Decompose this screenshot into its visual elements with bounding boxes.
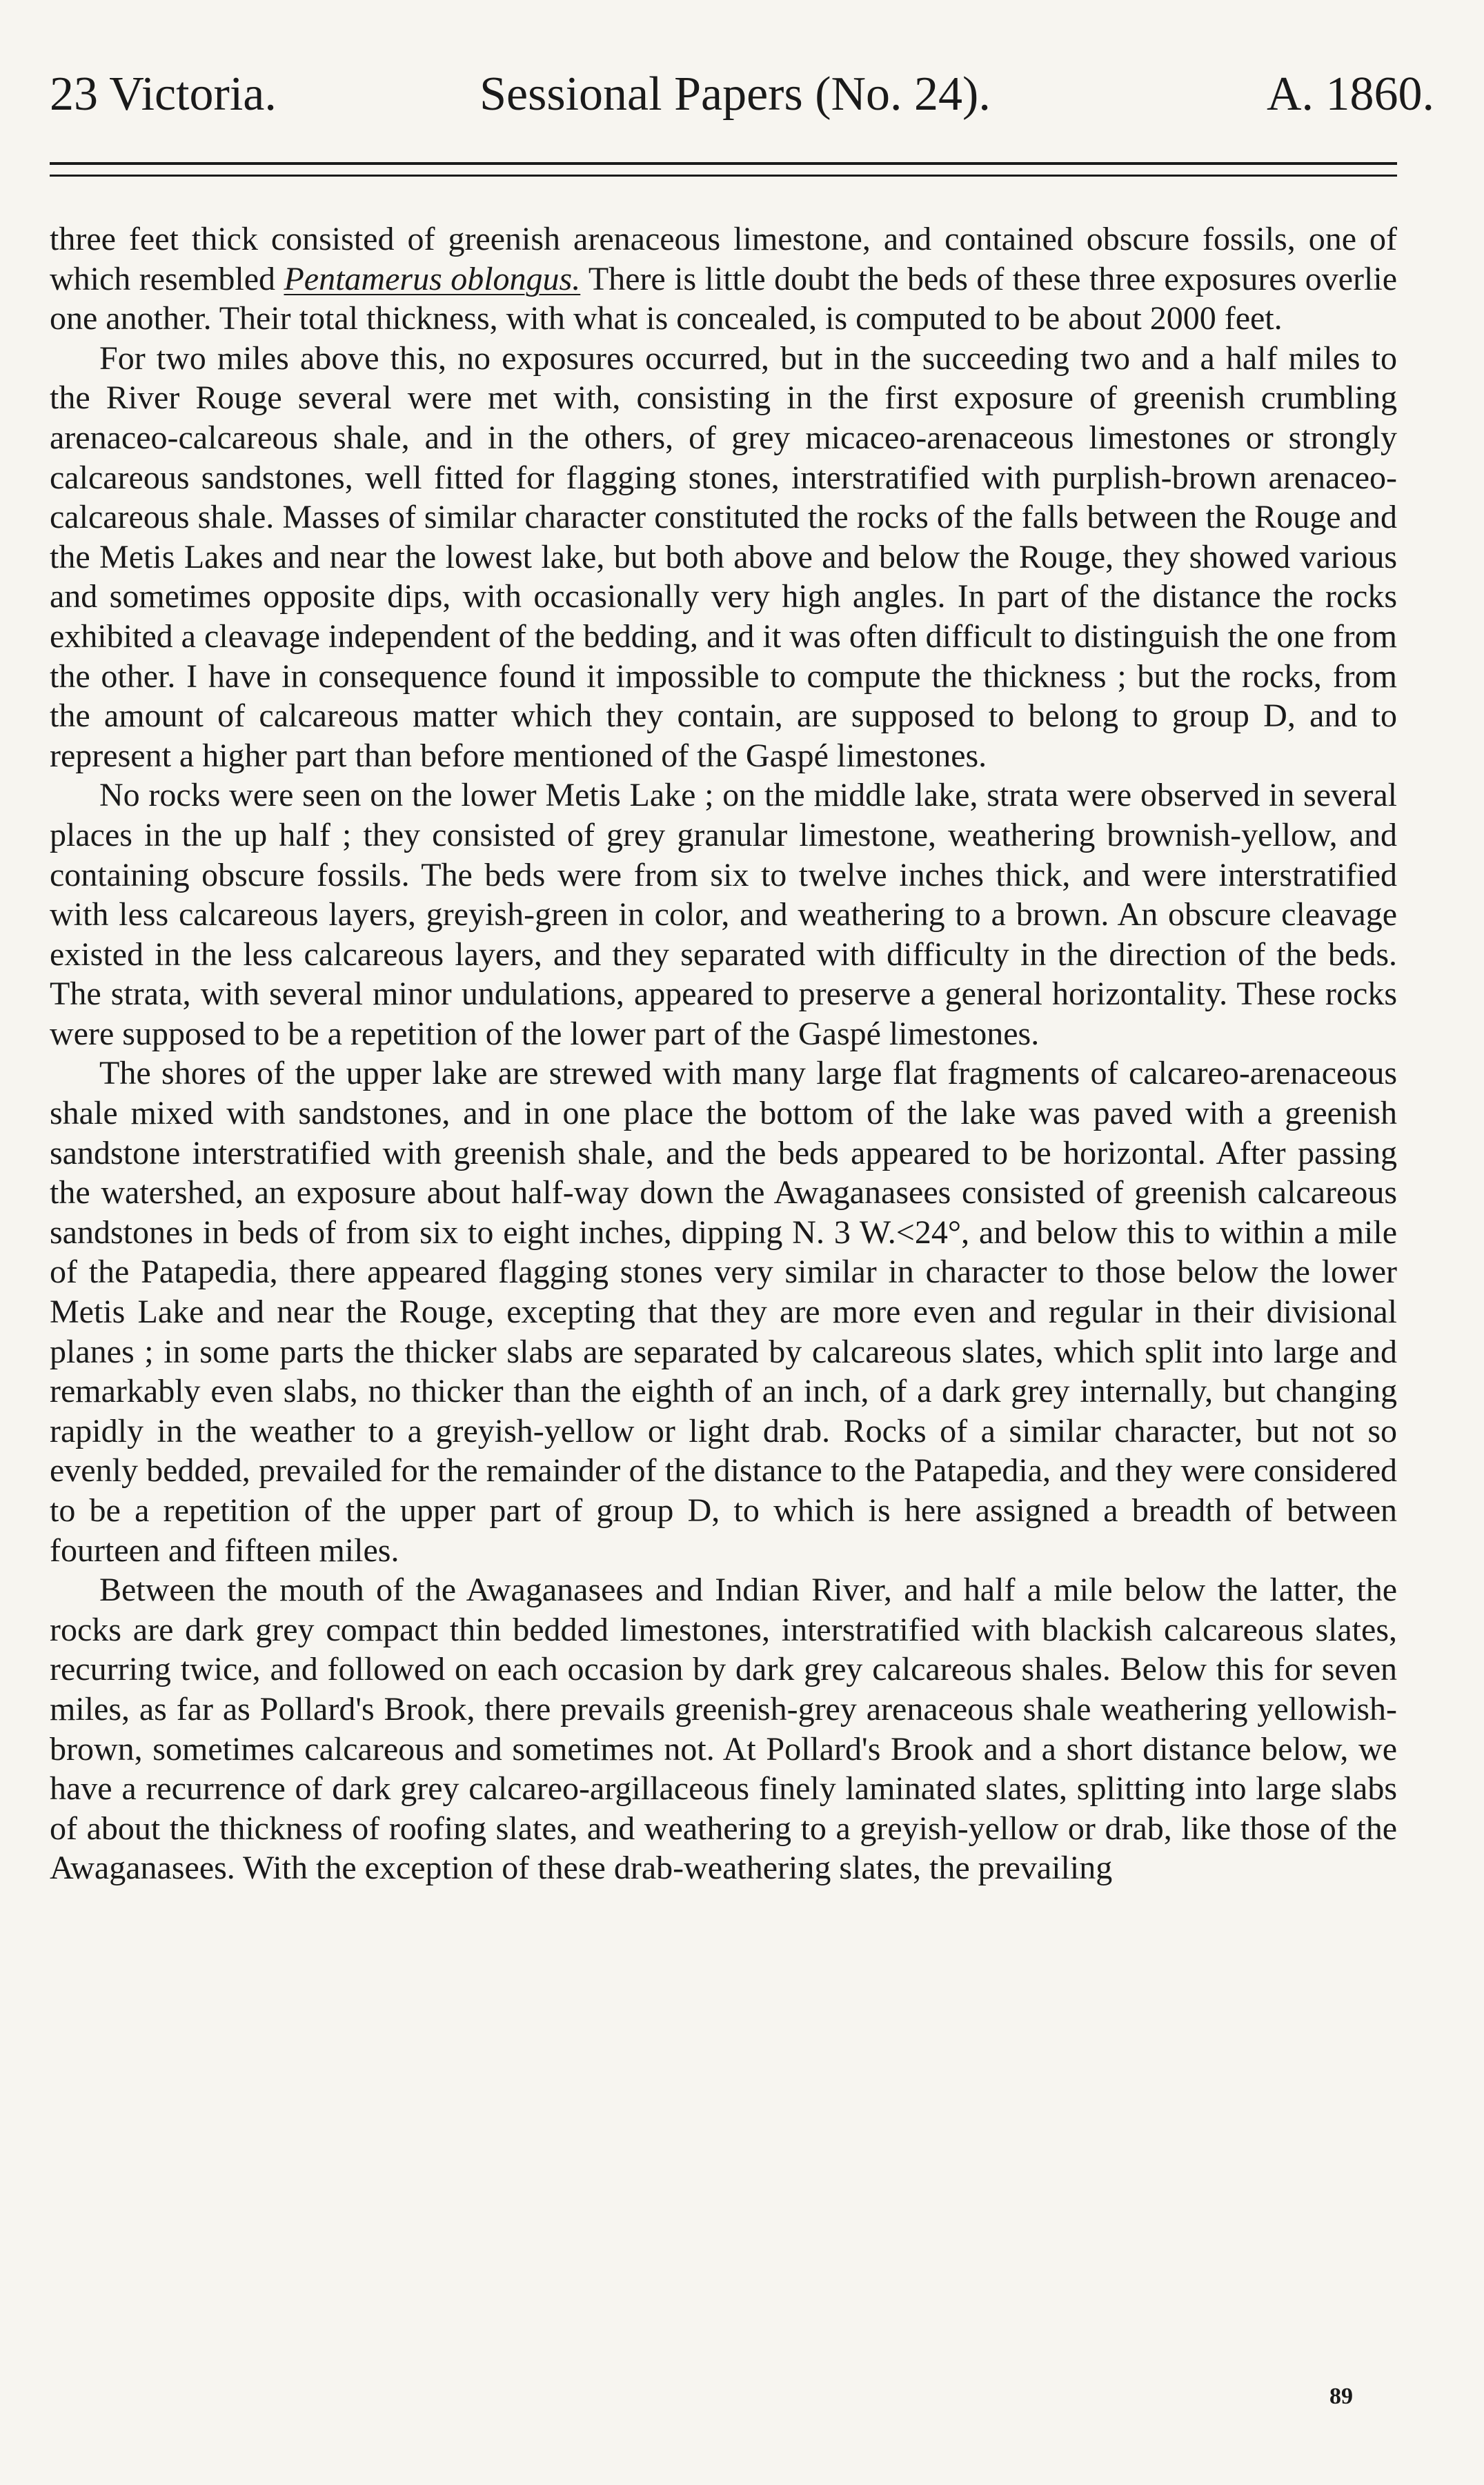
- paragraph-1-part-b: There is little doubt the beds of these three exposures overlie one another. Their total thickness, with what is concealed, is computed to be about 2000 feet.: [50, 260, 1397, 337]
- header-year: A. 1860.: [1266, 68, 1434, 121]
- paragraph-3: No rocks were seen on the lower Metis Lake ; on the middle lake, strata were observed in several places in the up half ; they consisted of grey granular limestone, weathering brownish-yellow, and containing obscure fossils. The beds were from six to twelve inches thick, and were interstratified with less calcareous layers, greyish-green in color, and weathering to a brown. An obscure cleavage existed in the less calcareous layers, and they separated with difficulty in the direction of the beds. The strata, with several minor undulations, appeared to preserve a general horizontality. These rocks were supposed to be a repetition of the lower part of the Gaspé limestones.: [50, 777, 1397, 1052]
- paragraph-4: The shores of the upper lake are strewed with many large flat fragments of calcareo-arenaceous shale mixed with sandstones, and in one place the bottom of the lake was paved with a greenish sandstone interstratified with greenish shale, and the beds appeared to be horizontal. After passing the watershed, an exposure about half-way down the Awaganasees consisted of greenish calcareous sandstones in beds of from six to eight inches, dipping N. 3 W.<24°, and below this to within a mile of the Patapedia, there appeared flagging stones very similar in character to those below the lower Metis Lake and near the Rouge, excepting that they are more even and regular in their divisional planes ; in some parts the thicker slabs are separated by calcareous slates, which split into large and remarkably even slabs, no thicker than the eighth of an inch, of a dark grey internally, but changing rapidly in the weather to a greyish-yellow or light drab. Rocks of a similar character, but not so evenly bedded, prevailed for the remainder of the distance to the Patapedia, and they were considered to be a repetition of the upper part of group D, to which is here assigned a breadth of between fourteen and fifteen miles.: [50, 1055, 1397, 1569]
- species-name: Pentamerus oblongus.: [284, 260, 581, 297]
- paragraph-1: [50, 219, 1397, 339]
- paragraph-5: Between the mouth of the Awaganasees and Indian River, and half a mile below the latter, the rocks are dark grey compact thin bedded limestones, interstratified with blackish calcareous slates, recurring twice, and followed on each occasion by dark grey calcareous shales. Below this for seven miles, as far as Pollard's Brook, there prevails greenish-grey arenaceous shale weathering yellowish-brown, sometimes calcareous and sometimes not. At Pollard's Brook and a short distance below, we have a recurrence of dark grey calcareo-argillaceous finely laminated slates, splitting into large slabs of about the thickness of roofing slates, and weathering to a greyish-yellow or drab, like those of the Awaganasees. With the exception of these drab-weathering slates, the prevailing: [50, 1572, 1397, 1887]
- running-header: [36, 63, 1434, 126]
- paragraph-1-part-a: three feet thick consisted of greenish arenaceous limestone, and contained obscure fossils, one of which resembled: [50, 221, 1397, 297]
- page-number: 89: [1329, 2384, 1353, 2409]
- body-text: [50, 219, 1397, 1888]
- header-double-rule: [50, 162, 1397, 177]
- header-title: Sessional Papers (No. 24).: [479, 68, 991, 121]
- header-session: 23 Victoria.: [50, 68, 277, 121]
- paragraph-2: For two miles above this, no exposures occurred, but in the succeeding two and a half miles to the River Rouge several were met with, consisting in the first exposure of greenish crumbling arenaceo-calcareous shale, and in the others, of grey micaceo-arenaceous limestones or strongly calcareous sandstones, well fitted for flagging stones, interstratified with purplish-brown arenaceo-calcareous shale. Masses of similar character constituted the rocks of the falls between the Rouge and the Metis Lakes and near the lowest lake, but both above and below the Rouge, they showed various and sometimes opposite dips, with occasionally very high angles. In part of the distance the rocks exhibited a cleavage independent of the bedding, and it was often difficult to distinguish the one from the other. I have in consequence found it impossible to compute the thickness ; but the rocks, from the amount of calcareous matter which they contain, are supposed to belong to group D, and to represent a higher part than before mentioned of the Gaspé limestones.: [50, 339, 1397, 774]
